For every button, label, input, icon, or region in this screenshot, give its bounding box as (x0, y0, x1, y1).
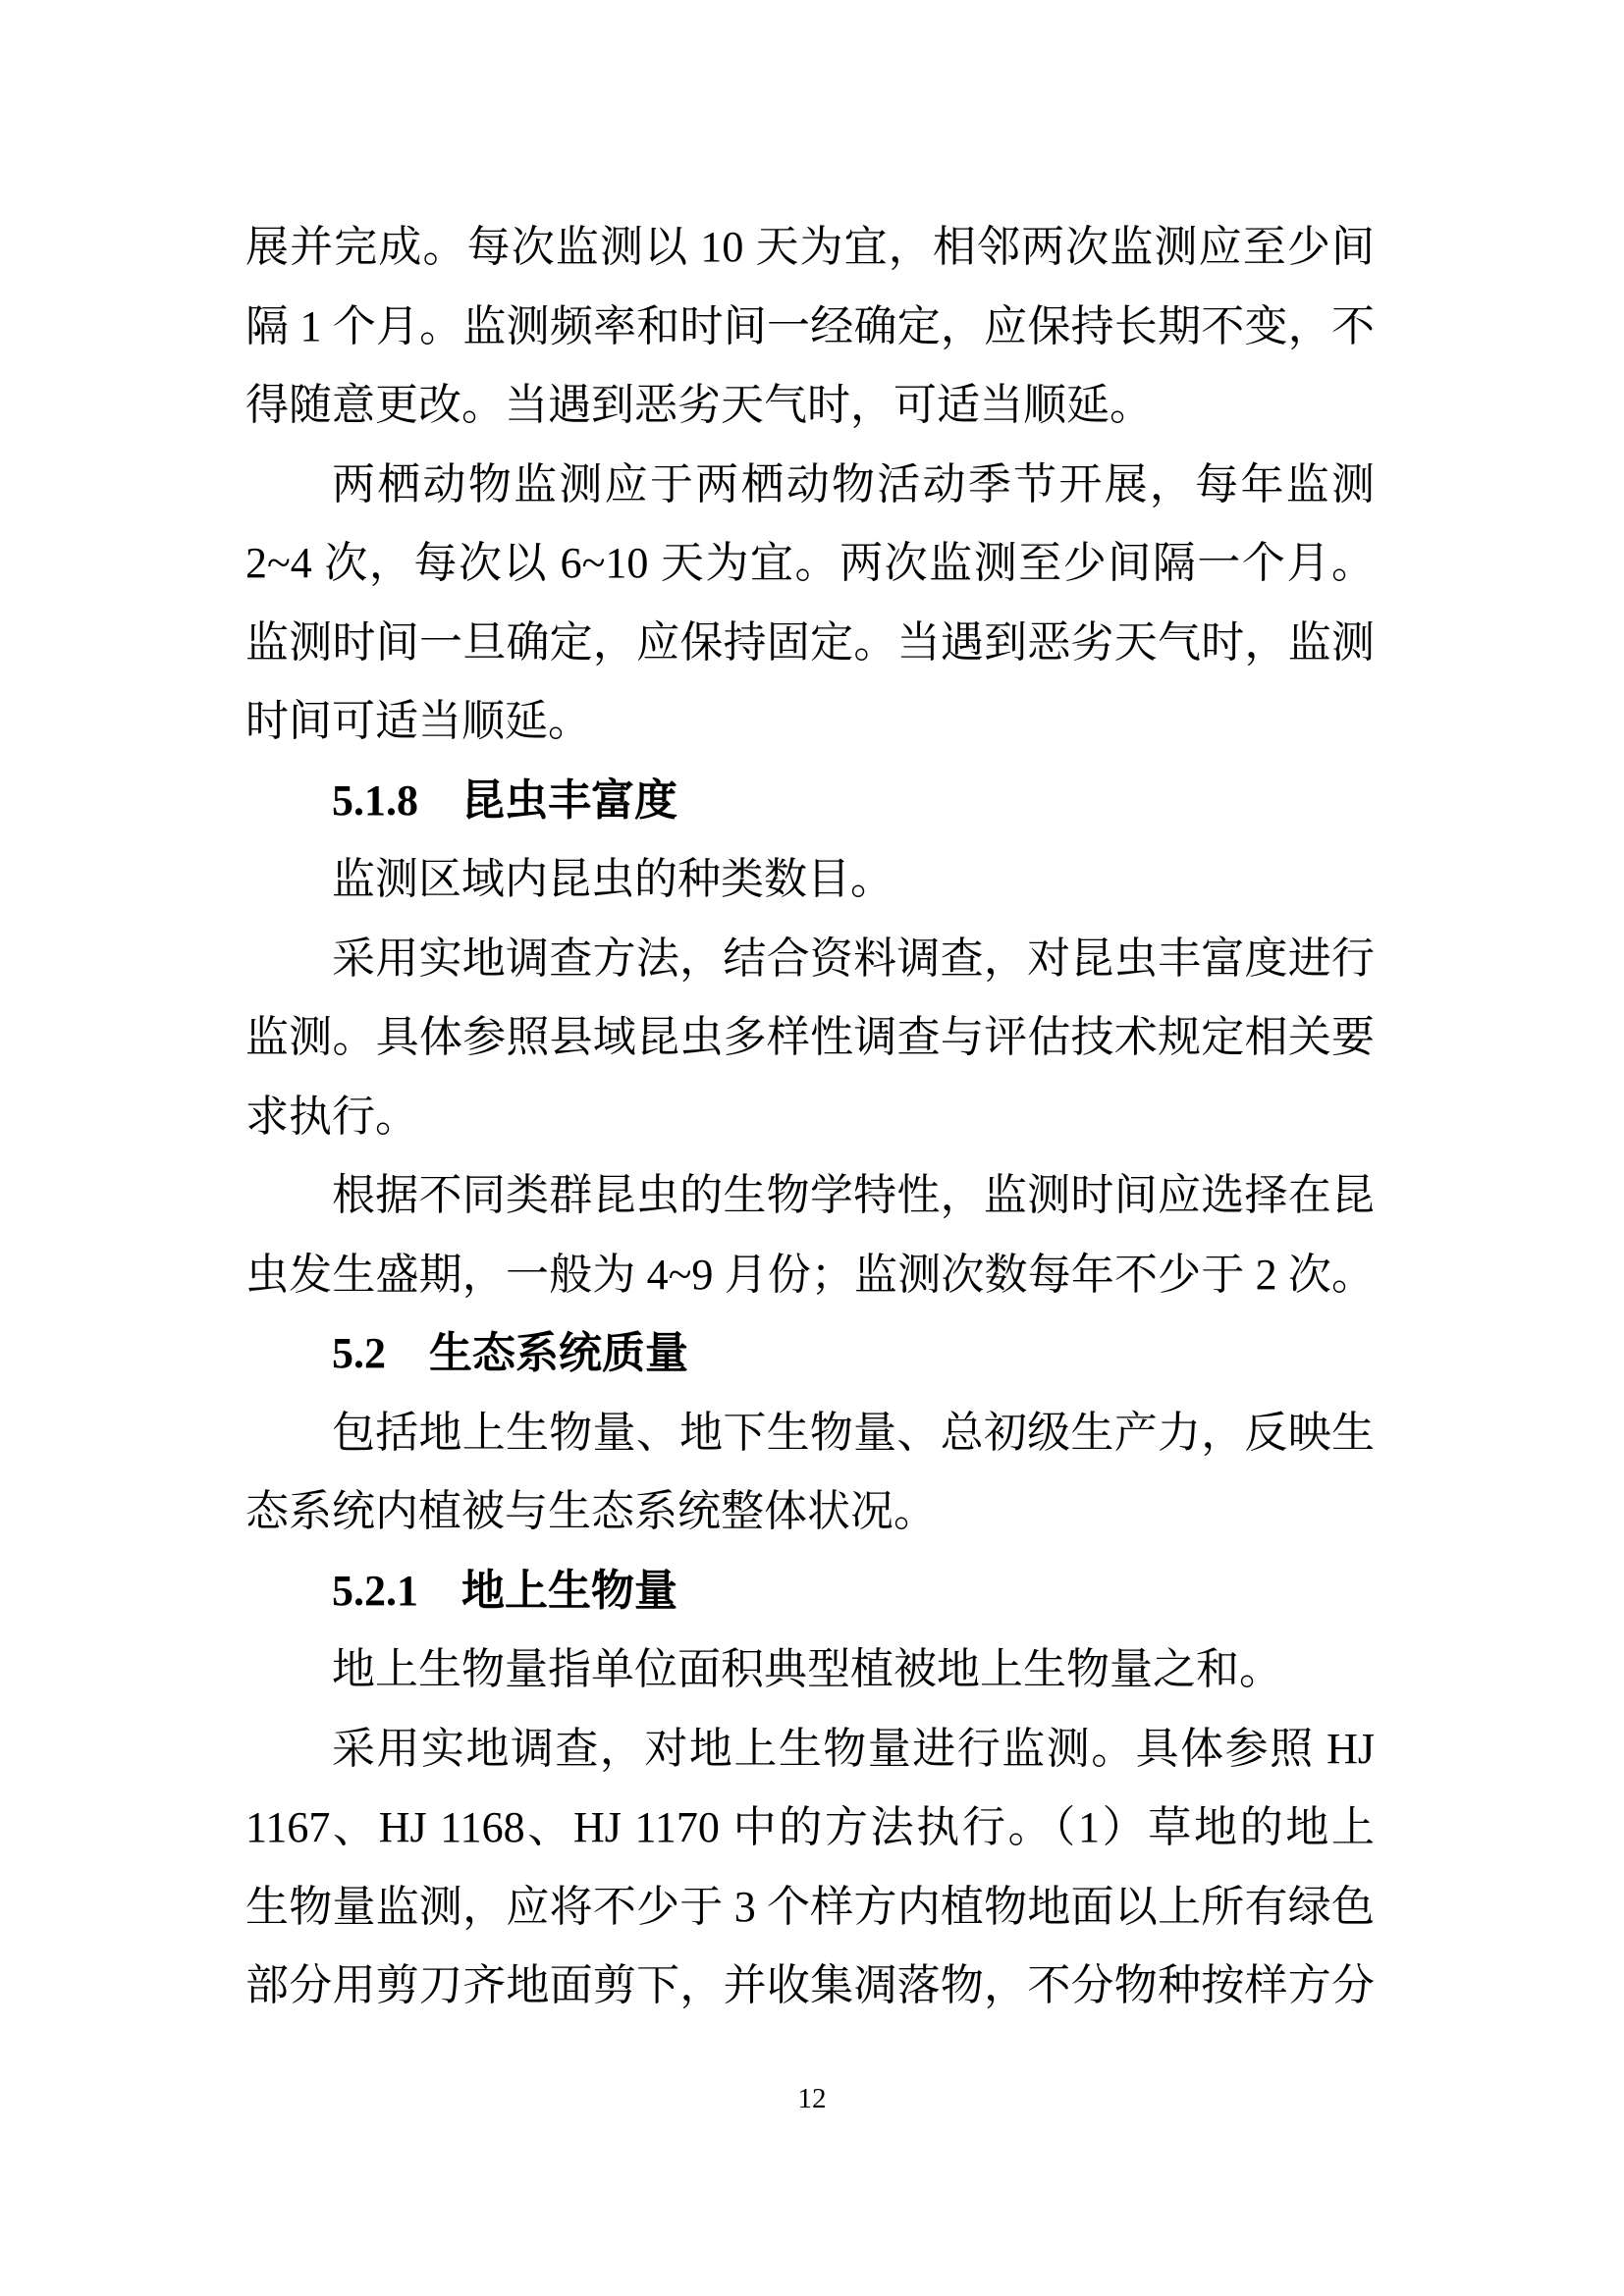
text-line: 采用实地调查方法，结合资料调查，对昆虫丰富度进行 (332, 934, 1375, 983)
text-line: 包括地上生物量、地下生物量、总初级生产力，反映生 (332, 1408, 1375, 1457)
text-line: 采用实地调查，对地上生物量进行监测。具体参照 HJ (332, 1724, 1375, 1773)
section-heading: 5.2 生态系统质量 (332, 1329, 688, 1377)
text-line: 得随意更改。当遇到恶劣天气时，可适当顺延。 (245, 381, 1153, 429)
text-line: 监测。具体参照县域昆虫多样性调查与评估技术规定相关要 (245, 1013, 1375, 1061)
page-number: 12 (797, 2083, 827, 2114)
text-line: 部分用剪刀齐地面剪下，并收集凋落物，不分物种按样方分 (245, 1961, 1375, 2009)
section-heading: 5.1.8 昆虫丰富度 (332, 775, 677, 825)
text-line: 生物量监测，应将不少于 3 个样方内植物地面以上所有绿色 (245, 1882, 1375, 1931)
text-line: 态系统内植被与生态系统整体状况。 (245, 1487, 937, 1535)
text-line: 根据不同类群昆虫的生物学特性，监测时间应选择在昆 (332, 1171, 1375, 1219)
text-line: 两栖动物监测应于两栖动物活动季节开展，每年监测 (332, 459, 1375, 508)
text-line: 展并完成。每次监测以 10 天为宜，相邻两次监测应至少间 (245, 223, 1375, 271)
section-heading: 5.2.1 地上生物量 (332, 1566, 677, 1615)
text-line: 求执行。 (245, 1092, 418, 1141)
text-line: 地上生物量指单位面积典型植被地上生物量之和。 (332, 1645, 1282, 1693)
text-line: 监测时间一旦确定，应保持固定。当遇到恶劣天气时，监测 (245, 617, 1375, 667)
text-line: 时间可适当顺延。 (245, 697, 591, 745)
text-block (245, 208, 1375, 2026)
text-line: 虫发生盛期，一般为 4~9 月份；监测次数每年不少于 2 次。 (245, 1250, 1375, 1299)
text-line: 1167、HJ 1168、HJ 1170 中的方法执行。（1）草地的地上 (245, 1803, 1375, 1851)
text-line: 隔 1 个月。监测频率和时间一经确定，应保持长期不变，不 (245, 301, 1375, 350)
text-line: 2~4 次，每次以 6~10 天为宜。两次监测至少间隔一个月。 (245, 539, 1375, 587)
text-line: 监测区域内昆虫的种类数目。 (332, 855, 893, 903)
